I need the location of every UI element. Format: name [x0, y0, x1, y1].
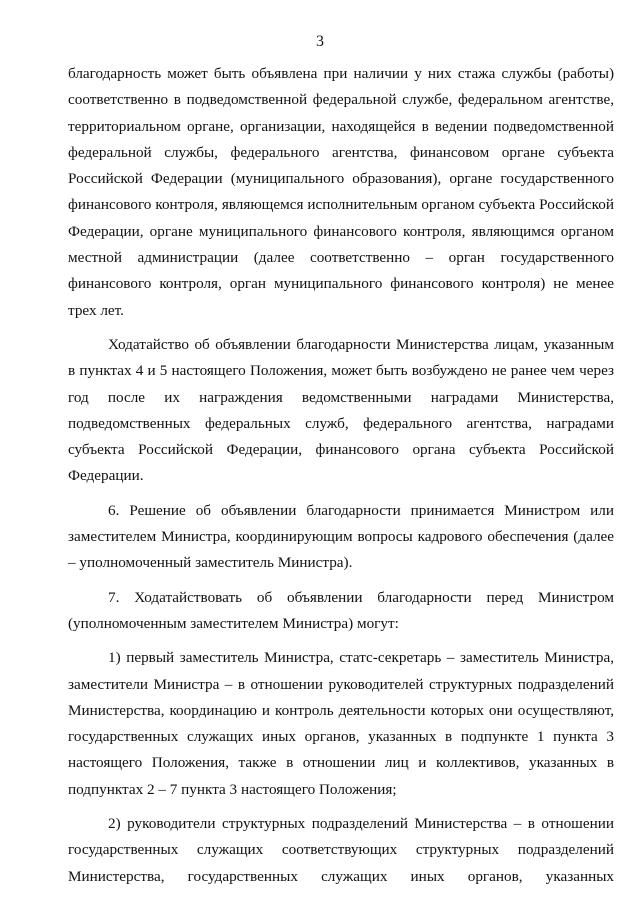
paragraph-subitem-2: 2) руководители структурных подразделений Министерства – в отношении государственных служащих соответствующих структурных подразделений Министерства, государственных служащих иных органов, указанных: [68, 815, 614, 885]
paragraph-subitem-1: 1) первый заместитель Министра, статс-секретарь – заместитель Министра, заместители Министра – в отношении руководителей структурных подразделений Министерства, координацию и контроль деятельности которых они осуществляют, государственных служащих иных органов, указанных в подпункте 1 пункта 3 настоящего Положения, также в отношении лиц и коллективов, указанных в подпунктах 2 – 7 пункта 3 настоящего Положения;: [68, 649, 614, 798]
paragraph-petition-timing: Ходатайство об объявлении благодарности Министерства лицам, указанным в пунктах 4 и 5 настоящего Положения, может быть возбуждено не ранее чем через год после их награждения ведомственными наградами Министерства, подведомственных федеральных служб, федерального агентства, наградами субъекта Российской Федерации, финансового органа субъекта Российской Федерации.: [68, 335, 614, 485]
paragraph-continuation: благодарность может быть объявлена при наличии у них стажа службы (работы) соответственно в подведомственной федеральной службе, федеральном агентстве, территориальном органе, организации, находящейся в ведении подведомственной федеральной службы, федерального агентства, финансовом органе субъекта Российской Федерации (муниципального образования), органе государственного финансового контроля, являющемся исполнительным органом субъекта Российской Федерации, органе муниципального финансового контроля, являющимся органом местной администрации (далее соответственно – орган государственного финансового контроля, орган муниципального финансового контроля) не менее трех лет.: [68, 65, 614, 319]
paragraph-item-6: 6. Решение об объявлении благодарности принимается Министром или заместителем Министра, координирующим вопросы кадрового обеспечения (далее – уполномоченный заместитель Министра).: [68, 501, 614, 572]
page-number: 3: [316, 33, 324, 50]
document-body: [68, 61, 614, 890]
paragraph-item-7: 7. Ходатайствовать об объявлении благодарности перед Министром (уполномоченным заместителем Министра) могут:: [68, 588, 614, 632]
